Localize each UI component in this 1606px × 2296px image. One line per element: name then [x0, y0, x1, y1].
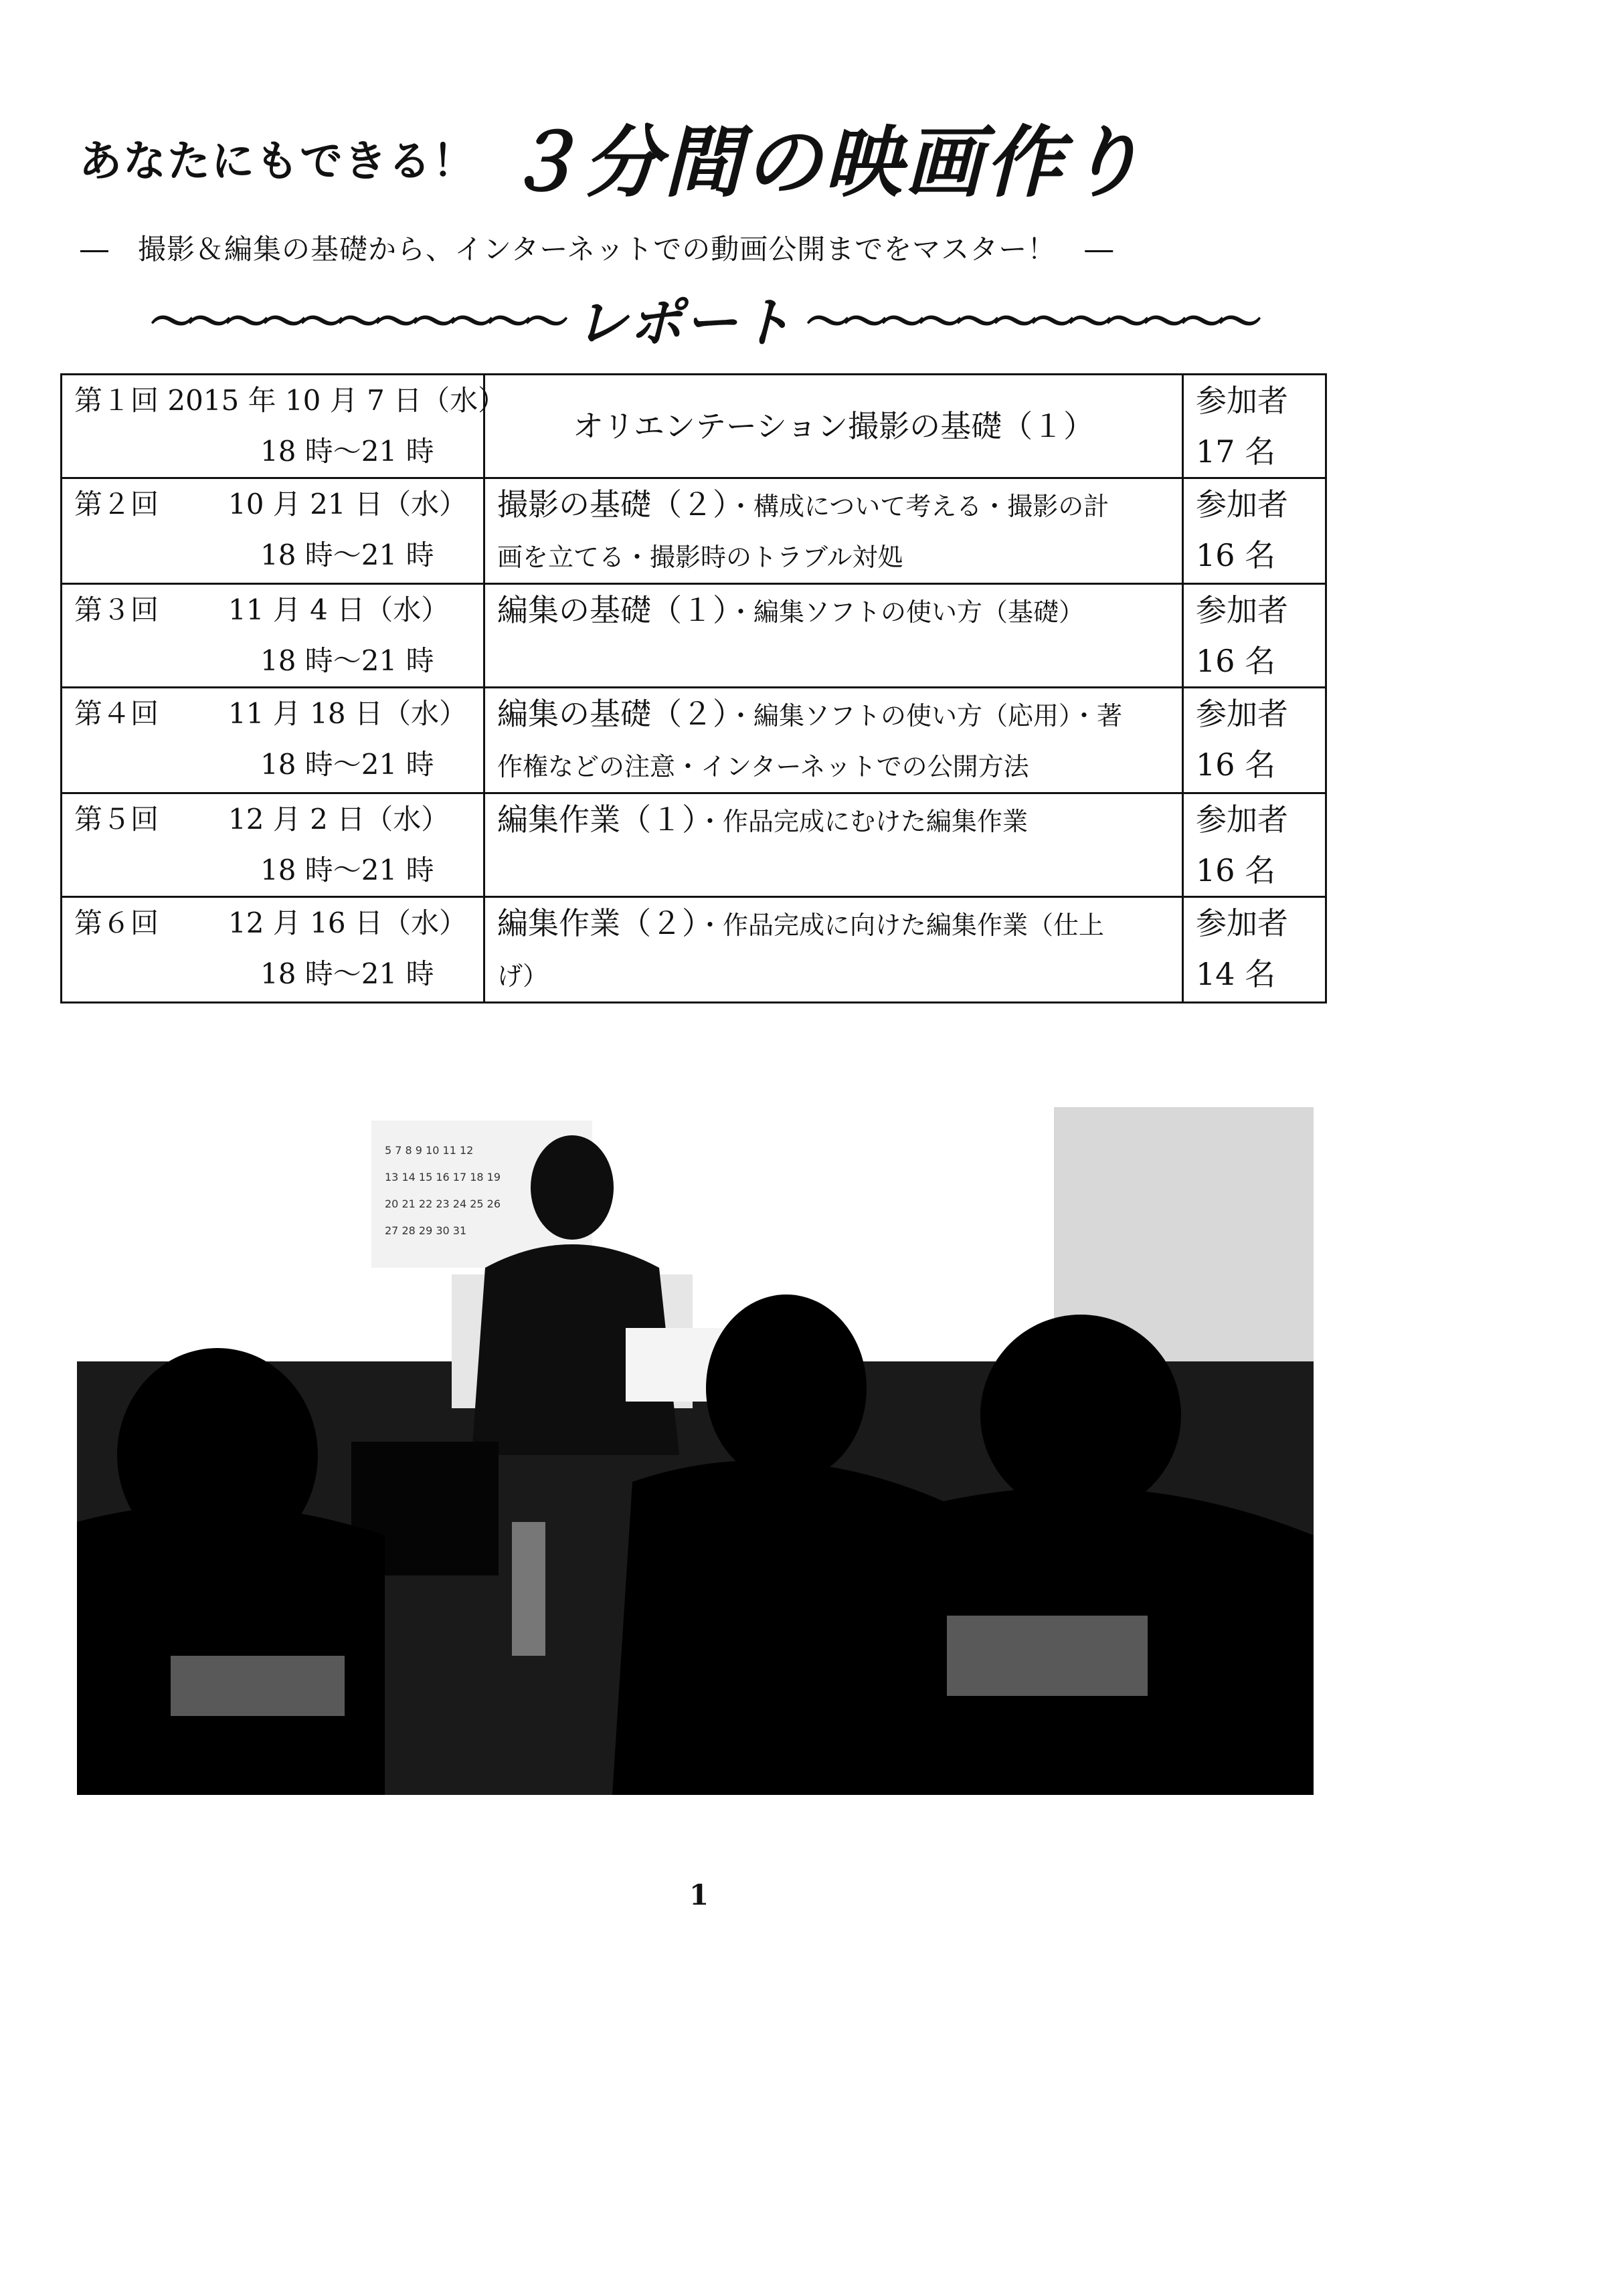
session-date: 11 月 18 日（水）	[228, 697, 467, 730]
session-date: 12 月 16 日（水）	[228, 906, 467, 939]
session-topic: オリエンテーション撮影の基礎（１）	[572, 408, 1095, 444]
session-topic: 編集作業（２）	[497, 905, 697, 941]
participants-label: 参加者	[1196, 383, 1288, 419]
session-time: 18 時〜21 時	[260, 435, 434, 468]
session-schedule-table	[60, 373, 1327, 1003]
session-number: 第６回	[74, 906, 159, 939]
subtitle: ― 撮影＆編集の基礎から、インターネットでの動画公開までをマスター！ ―	[80, 233, 1114, 266]
page-number: 1	[689, 1879, 709, 1911]
session-time: 18 時〜21 時	[260, 539, 434, 571]
participants-label: 参加者	[1196, 592, 1288, 628]
participants-count: 16 名	[1196, 747, 1276, 783]
session-topic-cell	[484, 584, 1183, 688]
participants-count: 17 名	[1196, 434, 1276, 470]
report-banner	[100, 281, 1305, 355]
session-date: 12 月 2 日（水）	[228, 803, 450, 836]
table-row	[62, 688, 1326, 793]
participants-count: 14 名	[1196, 956, 1276, 992]
session-topic-cell	[484, 897, 1183, 1003]
session-topic-cell	[484, 375, 1183, 478]
session-date-cell	[62, 688, 484, 793]
session-topic-sub: ・編集ソフトの使い方（応用）・著	[728, 701, 1123, 731]
session-number: 第４回	[74, 697, 159, 730]
session-number: 第２回	[74, 488, 159, 520]
participants-count: 16 名	[1196, 643, 1276, 679]
table-row	[62, 793, 1326, 897]
session-topic-line2: げ）	[497, 961, 549, 991]
participants-cell	[1183, 688, 1326, 793]
session-topic-line2: 作権などの注意・インターネットでの公開方法	[497, 752, 1029, 781]
participants-label: 参加者	[1196, 486, 1288, 522]
svg-text:13 14 15 16 17 18 19: 13 14 15 16 17 18 19	[385, 1171, 501, 1183]
session-topic-cell	[484, 688, 1183, 793]
session-date: 11 月 4 日（水）	[228, 593, 450, 626]
participants-cell	[1183, 478, 1326, 584]
session-topic-cell	[484, 478, 1183, 584]
session-date-cell	[62, 793, 484, 897]
table-row	[62, 375, 1326, 478]
session-date-cell	[62, 897, 484, 1003]
banner-label: レポート	[574, 291, 794, 354]
session-topic-line2: 画を立てる・撮影時のトラブル対処	[497, 543, 903, 572]
session-time: 18 時〜21 時	[260, 748, 434, 781]
session-topic: 編集の基礎（２）	[497, 696, 728, 732]
session-time: 18 時〜21 時	[260, 644, 434, 677]
session-time: 18 時〜21 時	[260, 957, 434, 990]
session-topic: 編集の基礎（１）	[497, 592, 728, 628]
table-row	[62, 478, 1326, 584]
participants-label: 参加者	[1196, 696, 1288, 732]
participants-label: 参加者	[1196, 905, 1288, 941]
session-topic: 編集作業（１）	[497, 801, 697, 838]
session-topic-sub: ・構成について考える・撮影の計	[728, 492, 1109, 521]
participants-cell	[1183, 584, 1326, 688]
session-number: 第１回 2015 年 10 月 7 日（水）	[74, 384, 507, 417]
banner-wave-right: 〜〜〜〜〜〜〜〜〜〜〜〜	[806, 296, 1255, 348]
session-time: 18 時〜21 時	[260, 854, 434, 886]
session-date: 10 月 21 日（水）	[228, 488, 467, 520]
session-date-cell	[62, 375, 507, 478]
participants-cell	[1183, 793, 1326, 897]
session-topic-sub: ・作品完成にむけた編集作業	[697, 807, 1029, 836]
svg-text:27 28 29 30 31: 27 28 29 30 31	[385, 1224, 467, 1237]
session-topic-sub: ・編集ソフトの使い方（基礎）	[728, 597, 1085, 627]
page-title: ３分間の映画作り	[503, 117, 1146, 208]
participants-count: 16 名	[1196, 852, 1276, 888]
table-row	[62, 584, 1326, 688]
participants-count: 16 名	[1196, 537, 1276, 573]
session-number: 第３回	[74, 593, 159, 626]
participants-cell	[1183, 897, 1326, 1003]
banner-wave-left: 〜〜〜〜〜〜〜〜〜〜〜	[150, 296, 562, 348]
title-lead: あなたにもできる！	[79, 137, 476, 187]
session-topic-cell	[484, 793, 1183, 897]
session-topic-sub: ・作品完成に向けた編集作業（仕上	[697, 911, 1105, 940]
workshop-photo	[77, 1107, 1314, 1795]
session-date-cell	[62, 478, 484, 584]
table-row	[62, 897, 1326, 1003]
session-date-cell	[62, 584, 484, 688]
session-topic: 撮影の基礎（２）	[497, 486, 728, 522]
svg-text:5 7 8 9 10 11 12: 5 7 8 9 10 11 12	[385, 1144, 474, 1157]
svg-text:20 21 22 23 24 25 26: 20 21 22 23 24 25 26	[385, 1198, 501, 1210]
session-number: 第５回	[74, 803, 159, 836]
participants-label: 参加者	[1196, 801, 1288, 838]
participants-cell	[1183, 375, 1326, 478]
